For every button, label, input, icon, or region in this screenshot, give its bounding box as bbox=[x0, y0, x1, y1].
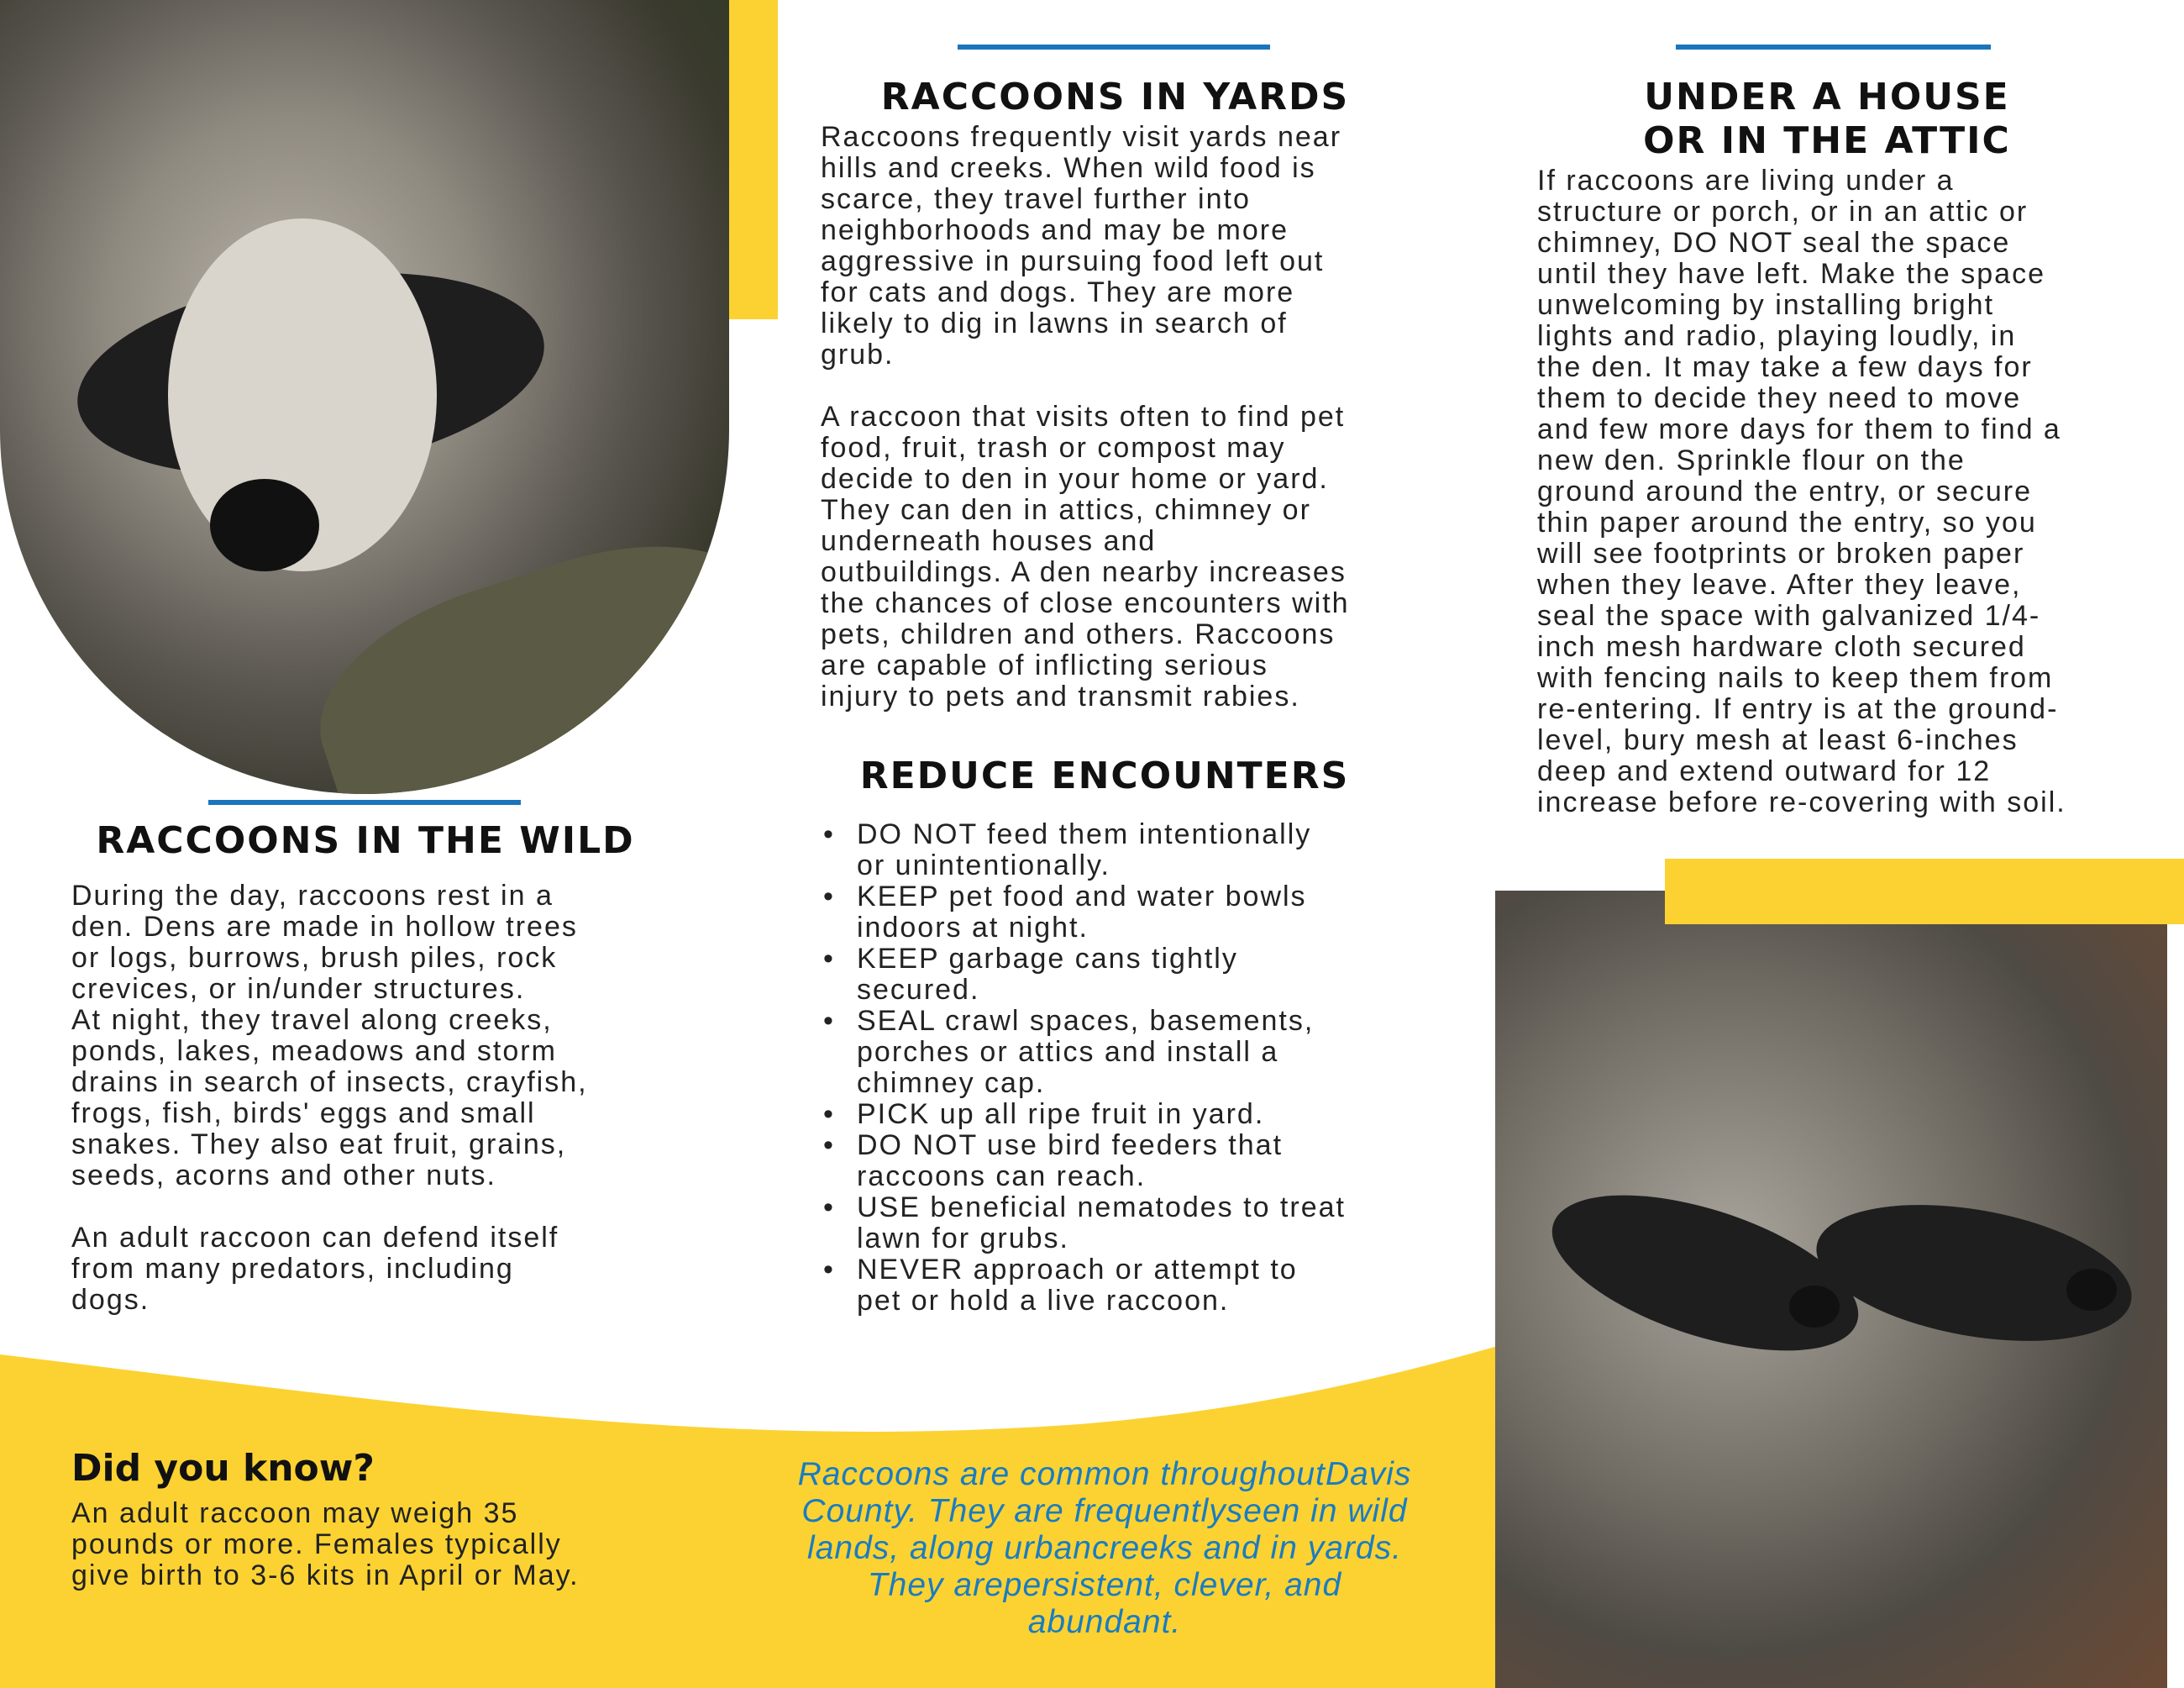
text-line: If raccoons are living under a bbox=[1537, 165, 1955, 197]
heading-raccoons-in-the-wild: RACCOONS IN THE WILD bbox=[96, 819, 635, 862]
text-line: new den. Sprinkle flour on the bbox=[1537, 444, 1966, 476]
text-line: scarce, they travel further into bbox=[821, 183, 1251, 215]
text-line: level, bury mesh at least 6-inches bbox=[1537, 724, 2019, 756]
list-item bbox=[822, 1006, 1346, 1099]
text-line: are capable of inflicting serious bbox=[821, 649, 1268, 681]
text-line: Raccoons frequently visit yards near bbox=[821, 121, 1342, 153]
list-item-line: chimney cap. bbox=[857, 1067, 1046, 1099]
text-line: hills and creeks. When wild food is bbox=[821, 152, 1316, 184]
wild-paragraph-2 bbox=[71, 1223, 559, 1316]
text-line: pets, children and others. Raccoons bbox=[821, 618, 1336, 650]
list-item-line: • NEVER approach or attempt to bbox=[857, 1254, 1298, 1286]
text-line: them to decide they need to move bbox=[1537, 382, 2022, 414]
text-line: seen in wild lands, along urban bbox=[807, 1493, 1408, 1566]
text-line: give birth to 3-6 kits in April or May. bbox=[71, 1559, 580, 1591]
list-item bbox=[822, 1130, 1346, 1192]
text-line: During the day, raccoons rest in a bbox=[71, 880, 554, 912]
house-paragraph bbox=[1537, 166, 2066, 818]
list-item-line: • KEEP pet food and water bowls bbox=[857, 881, 1307, 912]
text-line: grub. bbox=[821, 339, 895, 371]
text-line: dogs. bbox=[71, 1284, 150, 1316]
list-item bbox=[822, 1099, 1346, 1130]
text-line: Raccoons are common throughout bbox=[797, 1456, 1326, 1492]
callout-text bbox=[790, 1456, 1420, 1641]
text-line: chimney, DO NOT seal the space bbox=[1537, 227, 2011, 259]
list-item-line: • DO NOT use bird feeders that bbox=[857, 1129, 1284, 1161]
text-line: frogs, fish, birds' eggs and small bbox=[71, 1097, 536, 1129]
yards-paragraph-2 bbox=[821, 402, 1350, 713]
text-line: deep and extend outward for 12 bbox=[1537, 755, 1992, 787]
text-line: decide to den in your home or yard. bbox=[821, 463, 1329, 495]
text-line: inch mesh hardware cloth secured bbox=[1537, 631, 2026, 663]
text-line: pounds or more. Females typically bbox=[71, 1528, 562, 1560]
heading-line-1: UNDER A HOUSE bbox=[1644, 76, 2010, 118]
list-item-line: raccoons can reach. bbox=[857, 1160, 1147, 1192]
text-line: injury to pets and transmit rabies. bbox=[821, 681, 1300, 713]
yellow-accent-block-right bbox=[1665, 859, 2184, 924]
list-item-line: lawn for grubs. bbox=[857, 1223, 1069, 1254]
heading-line-2: OR IN THE ATTIC bbox=[1643, 119, 2011, 162]
list-item bbox=[822, 819, 1346, 881]
text-line: from many predators, including bbox=[71, 1253, 514, 1285]
text-line: snakes. They also eat fruit, grains, bbox=[71, 1128, 567, 1160]
list-item-line: • PICK up all ripe fruit in yard. bbox=[857, 1098, 1265, 1130]
text-line: creeks and in yards. They are bbox=[867, 1530, 1402, 1603]
list-item bbox=[822, 1254, 1346, 1317]
text-line: aggressive in pursuing food left out bbox=[821, 245, 1325, 277]
list-item bbox=[822, 1192, 1346, 1254]
divider-house bbox=[1676, 45, 1991, 50]
two-raccoons-photo bbox=[1495, 891, 2167, 1688]
did-you-know-body bbox=[71, 1498, 580, 1591]
text-line: and few more days for them to find a bbox=[1537, 413, 2061, 445]
text-line: increase before re-covering with soil. bbox=[1537, 786, 2066, 818]
text-line: An adult raccoon can defend itself bbox=[71, 1222, 559, 1254]
list-item bbox=[822, 881, 1346, 944]
text-line: A raccoon that visits often to find pet bbox=[821, 401, 1346, 433]
text-line: seeds, acorns and other nuts. bbox=[71, 1160, 496, 1191]
list-item-line: • DO NOT feed them intentionally bbox=[857, 818, 1312, 850]
text-line: until they have left. Make the space bbox=[1537, 258, 2045, 290]
heading-raccoons-in-yards: RACCOONS IN YARDS bbox=[880, 76, 1350, 118]
text-line: persistent, clever, and abundant. bbox=[1003, 1567, 1342, 1640]
text-line: seal the space with galvanized 1/4- bbox=[1537, 600, 2041, 632]
text-line: drains in search of insects, crayfish, bbox=[71, 1066, 588, 1098]
text-line: or logs, burrows, brush piles, rock bbox=[71, 942, 558, 974]
text-line: An adult raccoon may weigh 35 bbox=[71, 1497, 519, 1529]
text-line: ground around the entry, or secure bbox=[1537, 476, 2033, 507]
heading-reduce-encounters: REDUCE ENCOUNTERS bbox=[859, 755, 1350, 797]
list-item-line: • USE beneficial nematodes to treat bbox=[857, 1191, 1346, 1223]
list-item-line: porches or attics and install a bbox=[857, 1036, 1279, 1068]
list-item-line: indoors at night. bbox=[857, 912, 1089, 944]
text-line: likely to dig in lawns in search of bbox=[821, 308, 1288, 339]
yards-paragraph-1 bbox=[821, 122, 1341, 371]
reduce-encounters-list bbox=[822, 819, 1346, 1317]
text-line: unwelcoming by installing bright bbox=[1537, 289, 1995, 321]
list-item bbox=[822, 944, 1346, 1006]
text-line: underneath houses and bbox=[821, 525, 1157, 557]
text-line: outbuildings. A den nearby increases bbox=[821, 556, 1347, 588]
text-line: neighborhoods and may be more bbox=[821, 214, 1289, 246]
text-line: At night, they travel along creeks, bbox=[71, 1004, 553, 1036]
text-line: when they leave. After they leave, bbox=[1537, 569, 2022, 601]
text-line: crevices, or in/under structures. bbox=[71, 973, 526, 1005]
list-item-line: or unintentionally. bbox=[857, 849, 1110, 881]
divider-wild bbox=[208, 800, 521, 805]
text-line: ponds, lakes, meadows and storm bbox=[71, 1035, 557, 1067]
text-line: thin paper around the entry, so you bbox=[1537, 507, 2037, 539]
text-line: They can den in attics, chimney or bbox=[821, 494, 1311, 526]
text-line: the den. It may take a few days for bbox=[1537, 351, 2033, 383]
text-line: food, fruit, trash or compost may bbox=[821, 432, 1286, 464]
raccoon-resting-photo bbox=[0, 0, 729, 794]
list-item-line: • KEEP garbage cans tightly bbox=[857, 943, 1238, 975]
list-item-line: pet or hold a live raccoon. bbox=[857, 1285, 1230, 1317]
text-line: the chances of close encounters with bbox=[821, 587, 1350, 619]
text-line: lights and radio, playing loudly, in bbox=[1537, 320, 2017, 352]
divider-yards bbox=[958, 45, 1270, 50]
list-item-line: secured. bbox=[857, 974, 980, 1006]
did-you-know-heading: Did you know? bbox=[71, 1447, 375, 1490]
list-item-line: • SEAL crawl spaces, basements, bbox=[857, 1005, 1315, 1037]
text-line: Davis County. They are frequently bbox=[801, 1456, 1412, 1529]
text-line: den. Dens are made in hollow trees bbox=[71, 911, 578, 943]
wild-paragraph-1 bbox=[71, 881, 588, 1191]
heading-under-a-house bbox=[1537, 76, 2117, 163]
text-line: for cats and dogs. They are more bbox=[821, 276, 1295, 308]
text-line: will see footprints or broken paper bbox=[1537, 538, 2025, 570]
text-line: with fencing nails to keep them from bbox=[1537, 662, 2054, 694]
text-line: re-entering. If entry is at the ground- bbox=[1537, 693, 2059, 725]
text-line: structure or porch, or in an attic or bbox=[1537, 196, 2029, 228]
